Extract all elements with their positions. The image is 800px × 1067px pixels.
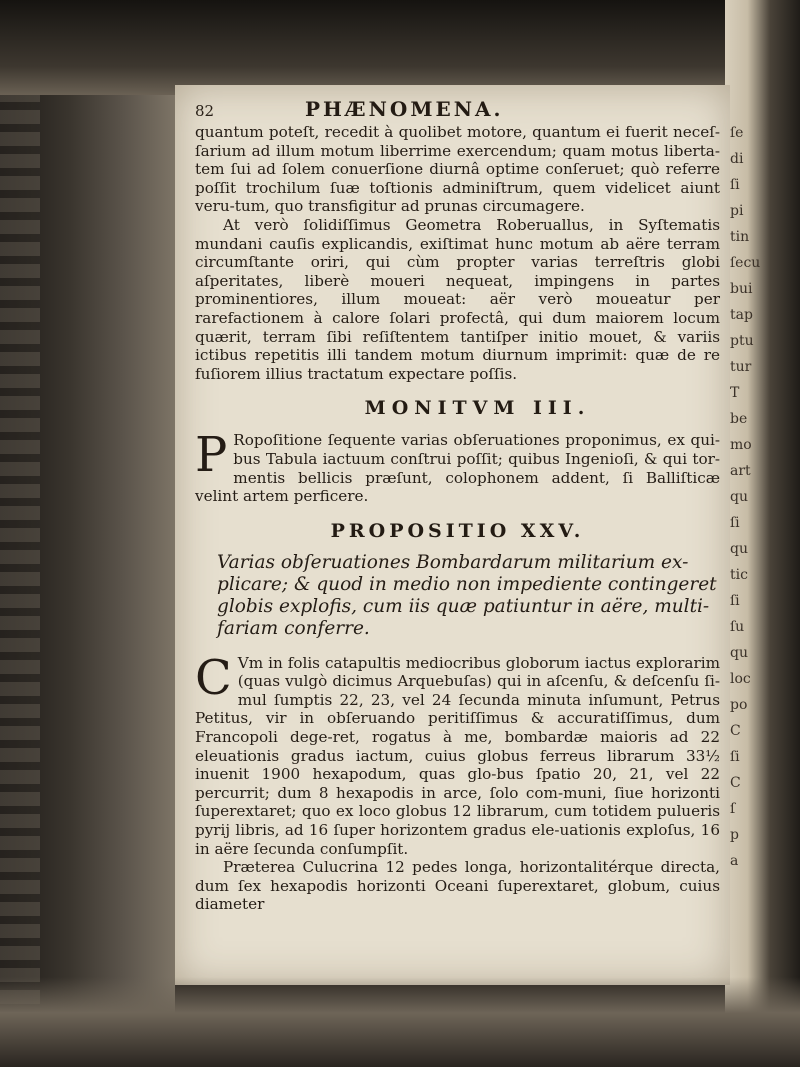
facing-fragment: loc (730, 671, 751, 687)
facing-fragment: ſecu (730, 255, 761, 271)
facing-fragment: ſe (730, 125, 744, 141)
facing-fragment: qu (730, 489, 748, 505)
scan-bottom-edge (0, 977, 800, 1067)
facing-fragment: ſu (730, 619, 745, 635)
scan-top-edge (0, 0, 800, 95)
facing-fragment: T (730, 385, 740, 401)
facing-page-fragments (730, 120, 770, 874)
paragraph-4: Præterea Culucrina 12 pedes longa, horizontalitérque directa, dum ſex hexapodis horizonti Oceani ſuperextaret, globum, cuius diameter (195, 858, 720, 914)
proposition-title: PROPOSITIO XXV. (330, 519, 585, 542)
section-title: MONITVM III. (364, 397, 591, 420)
paragraph-2: At verò ſolidiſſimus Geometra Roberuallus, in Syſtematis mundani cauſis explicandis, exiſtimat hunc motum ab aëre terram circumſtante oriri, qui cùm propter varias terreſtris globi aſperitates, liberè moueri nequeat, impingens in partes prominentiores, illum moueat: aër verò moueatur per rarefactionem à calore ſolari profectâ, qui dum maiorem locum quærit, terram ſibi reſiſtentem tantiſper initio mouet, & variis ictibus repetitis illi tandem motum diurnum imprimit: quæ de re fuſiorem illius tractatum expectare poſſis. (195, 215, 720, 383)
monitum-text: Ropoſitione ſequente varias obſeruationes proponimus, ex qui-bus Tabula iactuum conſtrui poſſit; quibus Ingenioſi, & qui tor-mentis bellicis præſunt, colophonem addent, ſi Balliſticæ velint artem perficere. (195, 431, 720, 506)
page-number: 82 (195, 102, 215, 120)
facing-fragment: po (730, 697, 748, 713)
facing-fragment: ſi (730, 177, 740, 193)
facing-fragment: tur (730, 359, 752, 375)
facing-fragment: qu (730, 541, 748, 557)
paragraph-3: Vm in folis catapultis mediocribus globorum iactus explorarim (quas vulgò dicimus Arquebuſas) qui in aſcenſu, & deſcenſu ſi-mul ſumptis 22, 23, vel 24 ſecunda minuta inſumunt, Petrus Petitus, vir in obſeruando peritiſſimus & accuratiſſimus, dum Francopoli dege-ret, rogatus à me, bombardæ maioris ad 22 eleuationis gradus iactum, cuius globus ferreus librarum 33½ inuenit 1900 hexapodum, quas glo-bus ſpatio 20, 21, vel 22 percurrit; dum 8 hexapodis in arce, ſolo com-muni, ſiue horizonti ſuperextaret; quo ex loco globus 12 librarum, cum totidem pulueris pyrij libris, ad 16 ſuper horizontem gradus ele-uationis exploſus, 16 in aëre ſecunda conſumpſit. (195, 653, 720, 858)
facing-fragment: ſi (730, 593, 740, 609)
running-head (195, 97, 720, 123)
facing-fragment: tin (730, 229, 750, 245)
proposition-statement: Varias obſeruationes Bombardarum militarium ex-plicare; & quod in medio non impediente contingeret globis explofis, cum iis quæ patiuntur in aëre, multi-fariam conferre. (217, 551, 717, 639)
dropcap-c: C (195, 649, 232, 706)
facing-fragment: mo (730, 437, 752, 453)
facing-fragment: ſi (730, 749, 740, 765)
paragraph-3-block (195, 649, 720, 859)
running-title: PHÆNOMENA. (305, 97, 504, 121)
facing-fragment: tic (730, 567, 748, 583)
facing-fragment: C (730, 775, 741, 791)
facing-fragment: bui (730, 281, 753, 297)
facing-fragment: ſ (730, 801, 736, 817)
facing-fragment: art (730, 463, 751, 479)
facing-fragment: di (730, 151, 744, 167)
facing-fragment: C (730, 723, 741, 739)
facing-fragment: be (730, 411, 748, 427)
facing-fragment: p (730, 827, 739, 843)
page-content (195, 97, 720, 914)
facing-fragment: ptu (730, 333, 754, 349)
facing-fragment: ſi (730, 515, 740, 531)
book-page (175, 85, 730, 985)
dropcap-p: P (195, 427, 228, 484)
facing-fragment: pi (730, 203, 744, 219)
monitum-block (195, 427, 720, 506)
paragraph-1: quantum poteſt, recedit à quolibet motore, quantum ei fuerit neceſ-ſarium ad illum motum liberrime exercendum; quam motus liberta-tem ſui ad ſolem conuerſione diurnâ optime conſeruet; quò referre poſſit trochilum ſuæ toſtionis adminiſtrum, quem videlicet aiunt veru-tum, quo transfigitur ad prunas circumagere. (195, 123, 720, 216)
facing-fragment: tap (730, 307, 753, 323)
book-binding (0, 0, 40, 1067)
facing-fragment: qu (730, 645, 748, 661)
facing-fragment: a (730, 853, 739, 869)
